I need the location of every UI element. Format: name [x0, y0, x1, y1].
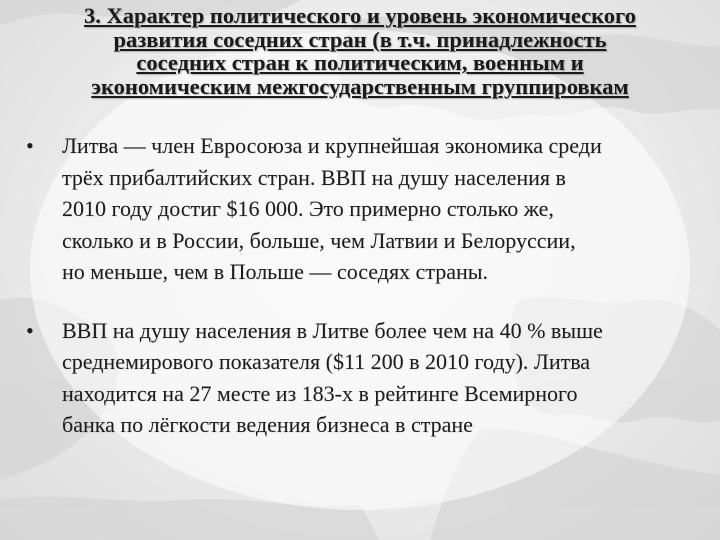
- bullet-text-line: находится на 27 месте из 183-х в рейтинге Всемирного: [62, 380, 578, 406]
- bullet-text-line: но меньше, чем в Польше — соседях страны.: [62, 259, 489, 284]
- bullet-dot-icon: •: [26, 317, 34, 343]
- bullet-dot-icon: •: [26, 133, 34, 158]
- bullet-text-line: 2010 году достиг $16 000. Это примерно столько же,: [62, 196, 554, 221]
- bullet-text-line: среднемирового показателя ($11 200 в 2010 году). Литва: [62, 349, 591, 374]
- title-line: экономическим межгосударственным группировкам: [91, 73, 629, 99]
- bullet-text-line: трёх прибалтийских стран. ВВП на душу населения в: [62, 164, 566, 190]
- title-line: 3. Характер политического и уровень экономического: [84, 3, 636, 28]
- bullet-text-line: банка по лёгкости ведения бизнеса в стране: [62, 412, 473, 437]
- title-line: развития соседних стран (в т.ч. принадлежность: [113, 26, 607, 52]
- bullet-item: [0, 130, 720, 288]
- slide-title: [0, 4, 720, 98]
- bullet-item: [0, 315, 720, 441]
- bullet-text-line: сколько и в России, больше, чем Латвии и Белоруссии,: [62, 227, 576, 253]
- bullet-text-line: ВВП на душу населения в Литве более чем на 40 % выше: [62, 317, 603, 343]
- title-line: соседних стран к политическим, военным и: [136, 50, 584, 75]
- bullet-list: [0, 130, 720, 441]
- bullet-text-line: Литва — член Евросоюза и крупнейшая экономика среди: [62, 133, 602, 158]
